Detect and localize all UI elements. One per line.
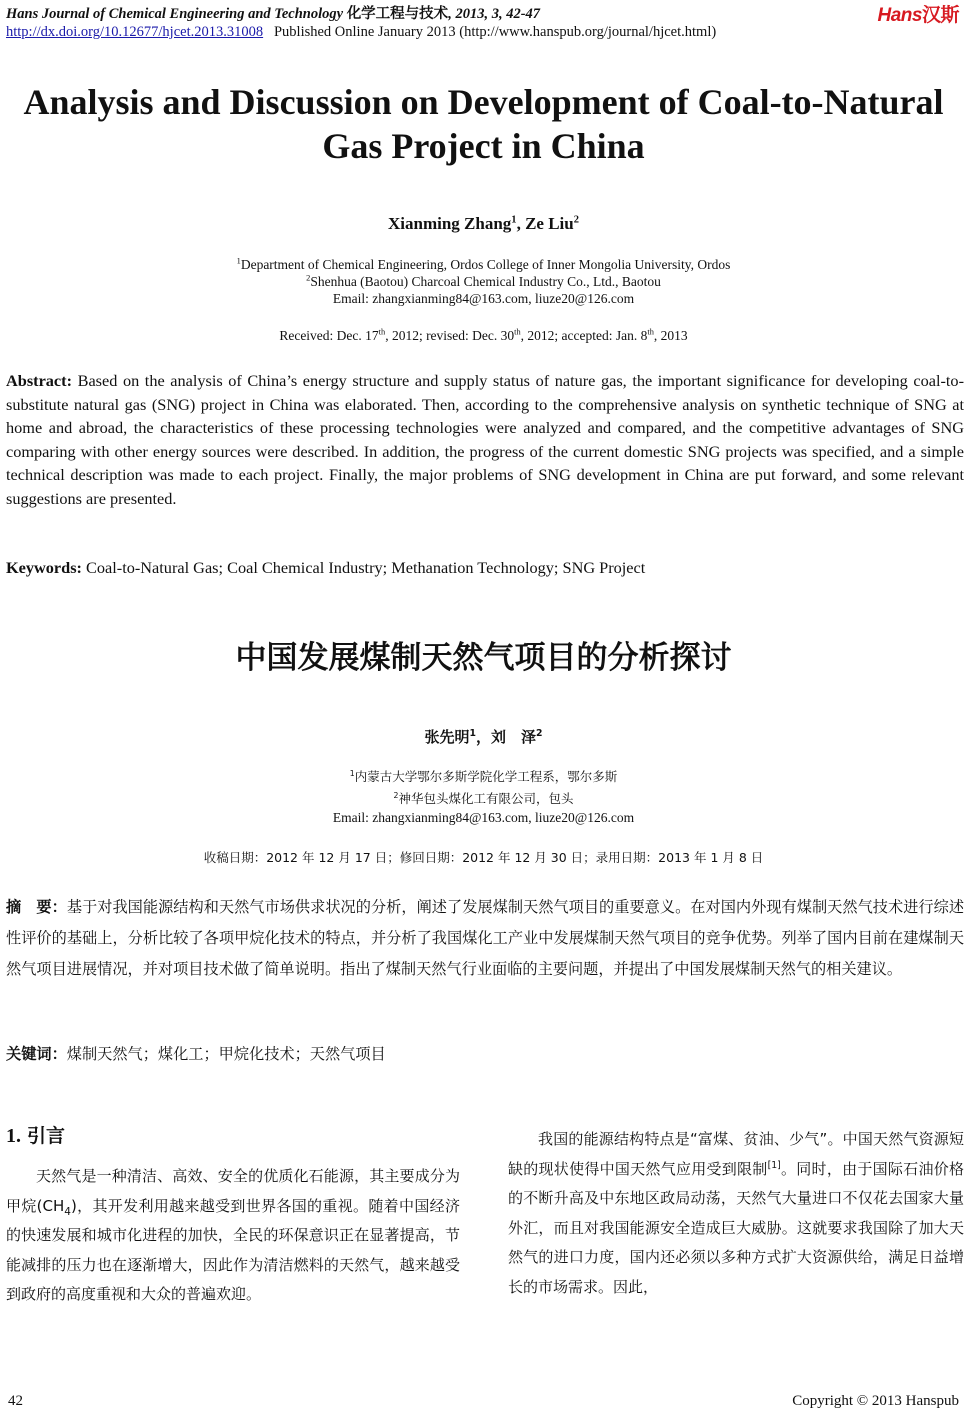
affiliation-2-text: Shenhua (Baotou) Charcoal Chemical Industry Co., Ltd., Baotou [310,274,661,289]
publisher-logo [878,0,959,27]
section-heading [6,1121,65,1148]
author-2-sup: 2 [573,214,579,226]
cn-title: 中国发展煤制天然气项目的分析探讨 [235,640,732,676]
section-title: 引言 [27,1125,66,1147]
logo-text-en: Hans [877,5,922,26]
cn-author-2-sup: 2 [536,728,543,739]
abstract-text: Based on the analysis of China’s energy structure and supply status of nature gas, the important significance for developing coal-to-substitute natural gas (SNG) project in China was elaborated. Then, according to the comprehensive analysis on synthetic technique of SNG at home and abroad, the characteristics of these processing technologies were analyzed and compared, and the competitive advantages of SNG comparing with other energy sources were described. In addition, the progress of the current domestic SNG projects was specified, and a simple technical description was made to each project. Finally, the major problems of SNG development in China are put forward, and some relevant suggestions are presented. [6,371,964,508]
page-number: 42 [8,1393,23,1409]
cn-email: Email: zhangxianming84@163.com, liuze20@126.com [332,810,635,825]
citation-ref[interactable]: [1] [767,1159,781,1171]
copyright: Copyright © 2013 Hanspub [792,1393,959,1409]
section-number: 1. [6,1125,21,1147]
journal-name-cn: 化学工程与技术 [346,6,449,22]
affiliation-2 [0,273,967,291]
left-paragraph [6,1162,460,1310]
author-2: Ze Liu [525,214,574,233]
left-paragraph-part-2: )，其开发利用越来越受到世界各国的重视。随着中国经济的快速发展和城市化进程的加快，全民的环保意识正在显著提高，节能减排的压力也在逐渐增大，因此作为清洁燃料的天然气，越来越受到政府的高度重视和大众的普遍欢迎。 [6,1196,460,1303]
journal-name: Hans Journal of Chemical Engineering and Technology [6,6,344,22]
cn-affiliation-2 [0,789,967,807]
doi-line [6,24,716,41]
author-separator: , [516,214,526,233]
received-dates [0,327,967,345]
cn-authors [0,726,967,747]
cn-affiliation-2-text: 神华包头煤化工有限公司，包头 [398,791,574,806]
cn-dates: 收稿日期：2012 年 12 月 17 日；修回日期：2012 年 12 月 30 日；录用日期：2013 年 1 月 8 日 [203,850,764,865]
logo-text-cn: 汉斯 [921,5,959,26]
received-sup-2: th [514,327,521,337]
left-paragraph-sub: 4 [64,1205,71,1218]
keywords [6,558,645,578]
right-paragraph-part-1: 我国的能源结构特点是“富煤、贫油、少气”。中国天然气资源短缺的现状使得中国天然气应用受到限制 [508,1130,964,1178]
cn-affiliation-1-text: 内蒙古大学鄂尔多斯学院化学工程系，鄂尔多斯 [354,769,618,784]
received-sup-3: th [647,327,654,337]
abstract [6,369,964,510]
abstract-label: Abstract: [6,371,73,390]
affiliation-1-sup: 1 [236,256,241,266]
cn-affiliation-1 [0,767,967,785]
affiliation-1 [0,256,967,274]
authors [0,214,967,234]
doi-link[interactable]: http://dx.doi.org/10.12677/hjcet.2013.31008 [6,24,264,40]
journal-issue: , 2013, 3, 42-47 [448,6,541,22]
cn-keywords-text: 煤制天然气；煤化工；甲烷化技术；天然气项目 [66,1045,386,1063]
cn-affiliation-2-sup: 2 [393,790,399,800]
cn-author-1-sup: 1 [469,728,476,739]
title-line-2: Gas Project in China [322,126,645,166]
cn-affiliation-1-sup: 1 [349,768,355,778]
right-paragraph-part-2: 。同时，由于国际石油价格的不断升高及中东地区政局动荡，天然气大量进口不仅花去国家大量外汇，而且对我国能源安全造成巨大威胁。这就要求我国除了加大天然气的进口力度，国内还必须以多种方式扩大资源供给，满足日益增长的市场需求。因此， [508,1159,964,1296]
email: Email: zhangxianming84@163.com, liuze20@126.com [332,291,635,306]
right-paragraph [508,1125,964,1302]
cn-author-2: ，刘 泽 [476,728,537,746]
received-part-1: Received: Dec. 17 [279,328,379,343]
cn-keywords-label: 关键词： [6,1045,67,1063]
published-online: Published Online January 2013 (http://www.hanspub.org/journal/hjcet.html) [273,24,717,40]
paper-title [0,80,967,168]
left-paragraph-part-1: 天然气是一种清洁、高效、安全的优质化石能源，其主要成分为甲烷(CH [6,1167,460,1215]
cn-abstract-text: 基于对我国能源结构和天然气市场供求状况的分析，阐述了发展煤制天然气项目的重要意义。在对国内外现有煤制天然气技术进行综述性评价的基础上，分析比较了各项甲烷化技术的特点，并分析了我国煤化工产业中发展煤制天然气项目的竞争优势。列举了国内目前在建煤制天然气项目进展情况，并对项目技术做了简单说明。指出了煤制天然气行业面临的主要问题，并提出了中国发展煤制天然气的相关建议。 [6,898,965,978]
left-column [6,1162,460,1310]
cn-keywords [6,1043,386,1064]
received-part-3: , 2012; accepted: Jan. 8 [520,328,648,343]
journal-header [6,2,540,23]
received-part-4: , 2013 [653,328,688,343]
author-1: Xianming Zhang [388,214,512,233]
received-part-2: , 2012; revised: Dec. 30 [385,328,515,343]
received-sup-1: th [378,327,386,337]
keywords-text: Coal-to-Natural Gas; Coal Chemical Industry; Methanation Technology; SNG Project [81,558,646,577]
author-1-sup: 1 [511,214,517,226]
affiliation-1-text: Department of Chemical Engineering, Ordos College of Inner Mongolia University, Ordos [240,257,731,272]
keywords-label: Keywords: [6,558,82,577]
cn-abstract-label: 摘 要： [6,898,67,916]
title-line-1: Analysis and Discussion on Development of Coal-to-Natural [23,82,944,122]
right-column [508,1125,964,1302]
cn-abstract [6,892,964,985]
cn-author-1: 张先明 [424,728,470,746]
affiliation-2-sup: 2 [306,273,311,283]
